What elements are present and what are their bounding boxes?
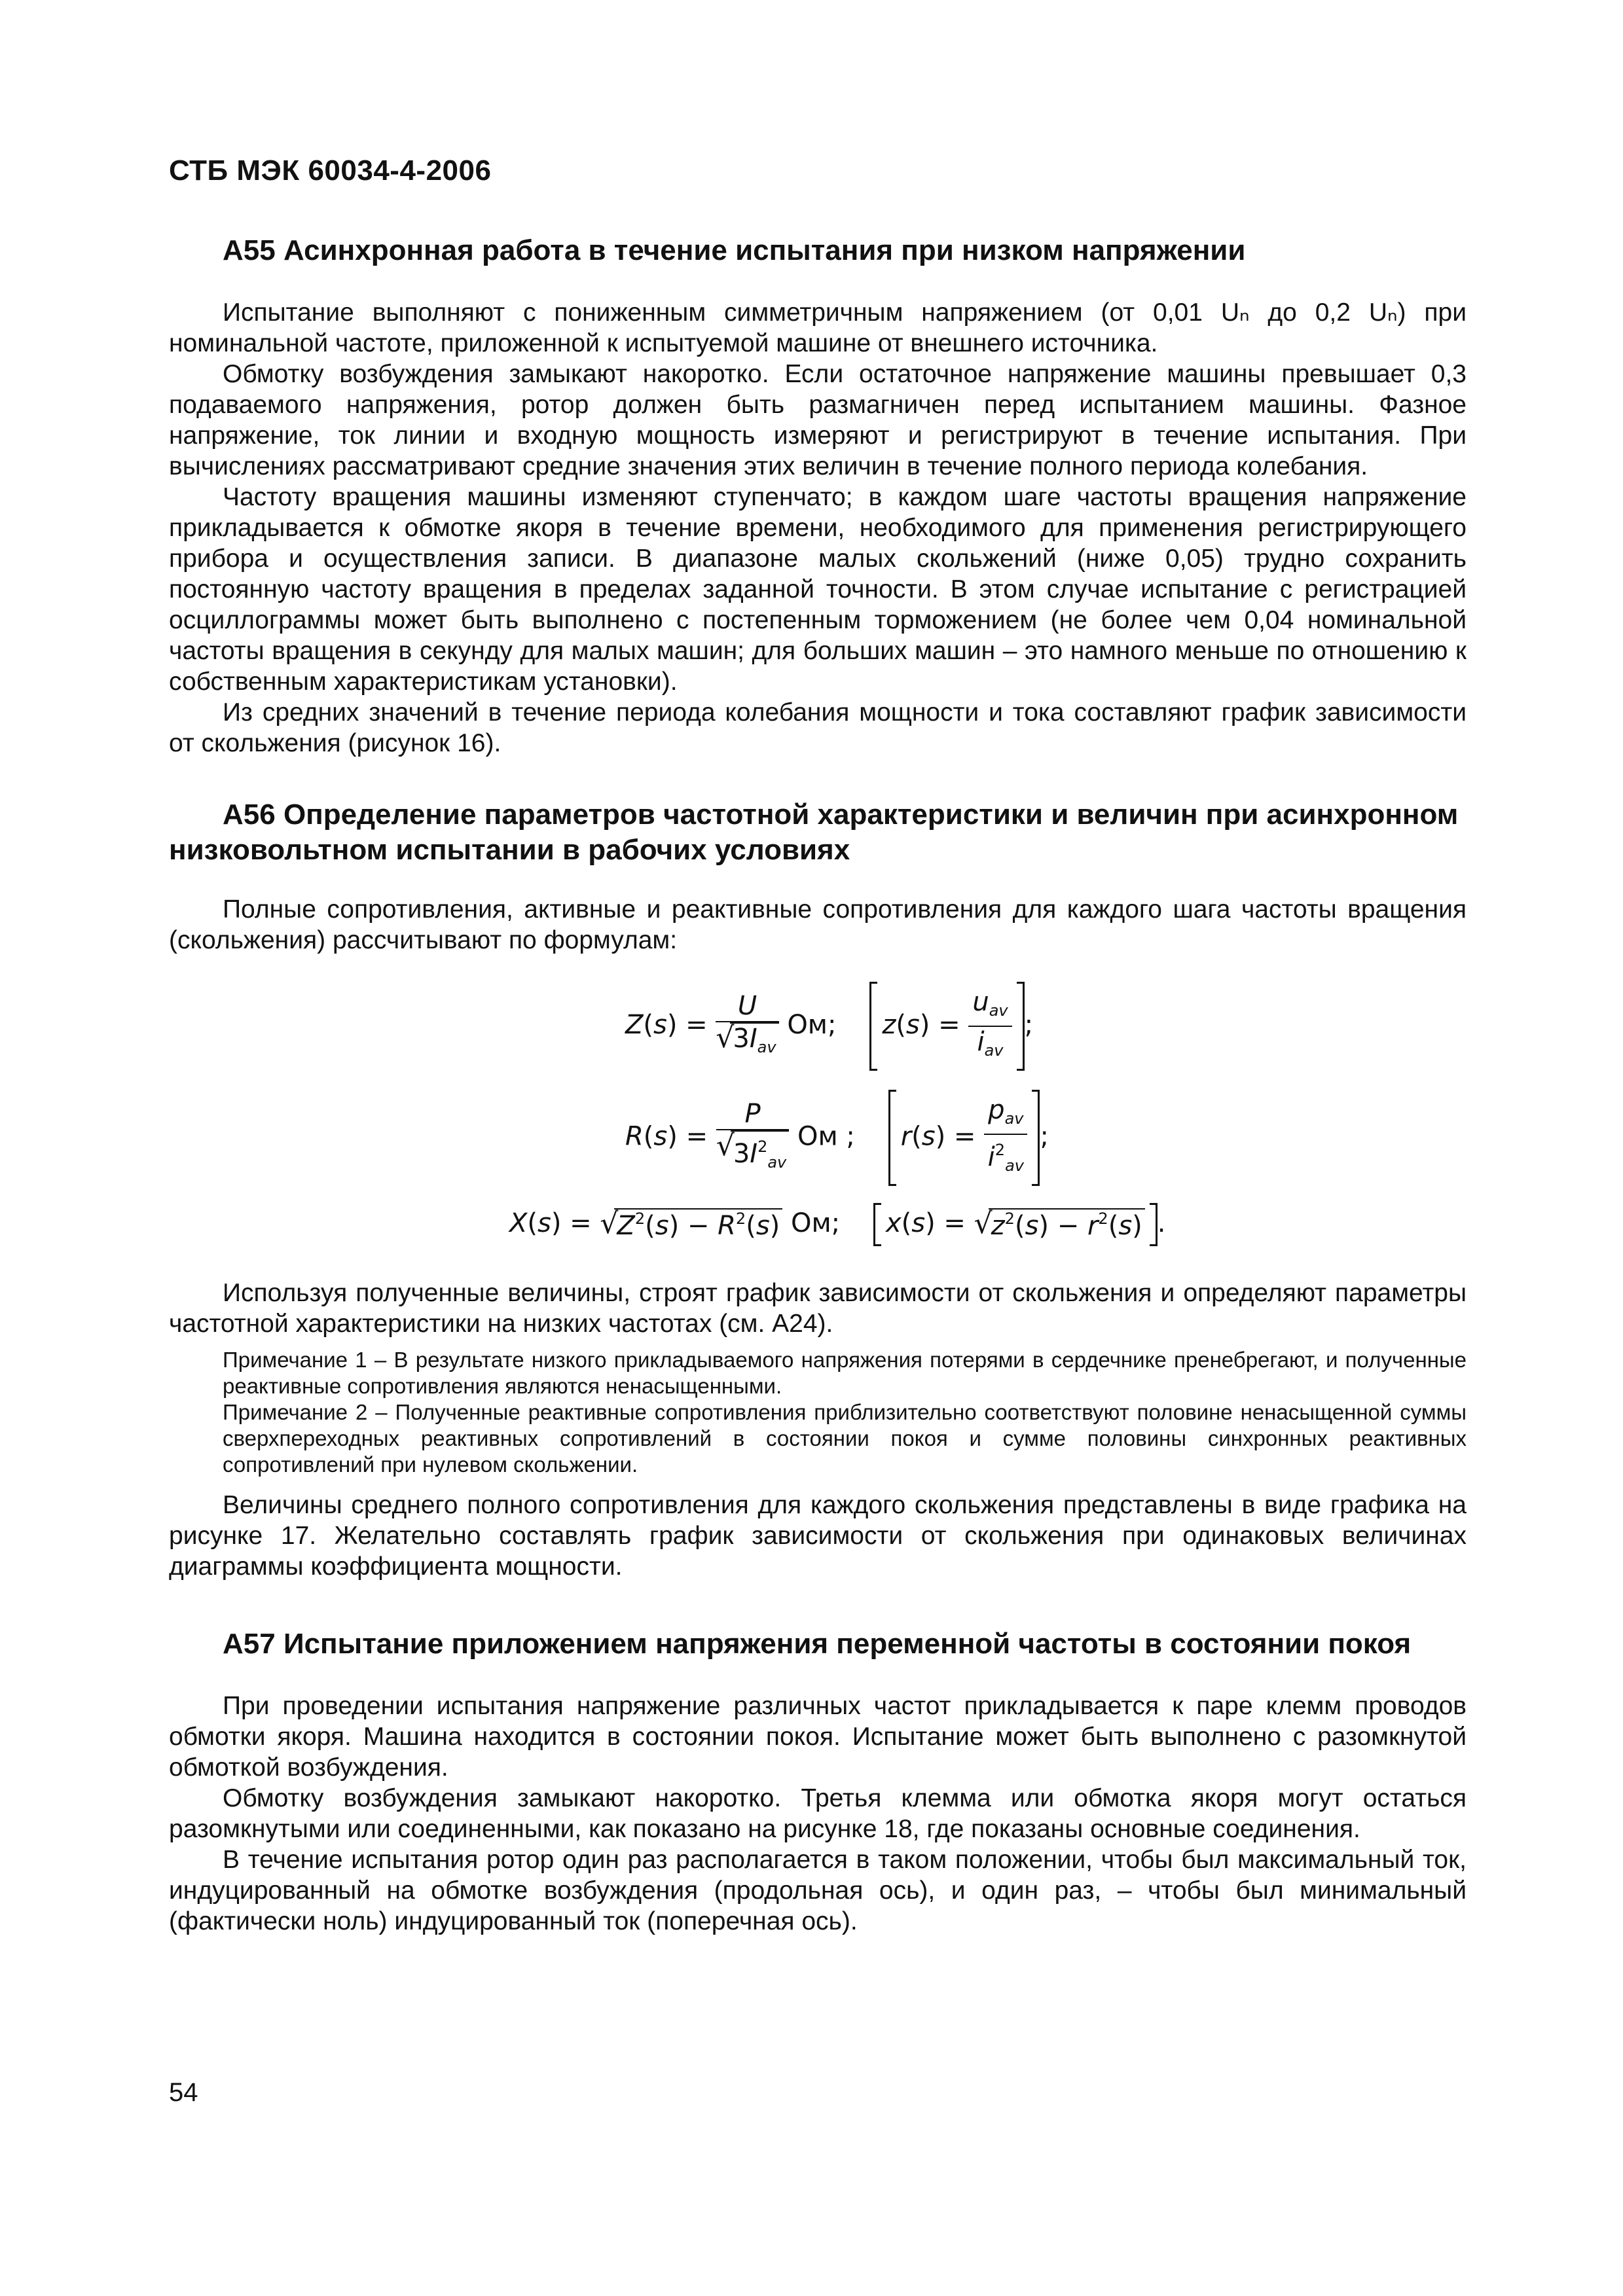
paragraph: Частоту вращения машины изменяют ступенчато; в каждом шаге частоты вращения напряжение прикладывается к обмотке якоря в течение времени, необходимого для применения регистрирующего прибора и осуществления записи. В диапазоне малых скольжений (ниже 0,05) трудно сохранить постоянную частоту вращения в пределах заданной точности. В этом случае испытание с регистрацией осциллограммы может быть выполнено с постепенным торможением (не более чем 0,04 номинальной частоты вращения в секунду для малых машин; для больших машин – это намного меньше по отношению к собственным характеристикам установки). [169,483,1467,696]
section-title-a55: А55 Асинхронная работа в течение испытания при низком напряжении [223,234,1246,266]
paragraph: При проведении испытания напряжение различных частот прикладывается к паре клемм проводов обмотки якоря. Машина находится в состоянии покоя. Испытание может быть выполнено с разомкнутой обмоткой возбуждения. [169,1692,1467,1782]
section-a56 [169,797,1467,956]
paragraph: Обмотку возбуждения замыкают накоротко. Если остаточное напряжение машины превышает 0,3 подаваемого напряжения, ротор должен быть размагничен перед испытанием машины. Фазное напряжение, ток линии и входную мощность измеряют и регистрируют в течение испытания. При вычислениях рассматривают средние значения этих величин в течение полного периода колебания. [169,360,1467,480]
page-number: 54 [169,2078,198,2107]
formula-resistance: R(s) = P √ $3I^2_{av}$ Ом ; r(s) = $\frac{p_{av}}{i^2_{av}}$ ; [625,1090,1049,1186]
formula-impedance: Z(s) = U √ $3I_{av}$ Ом; z(s) = $\frac{u_{av}}{i_{av}}$ ; [625,982,1033,1071]
formula-reactance: X(s) = √ $Z^2(s) - R^2(s)$ Ом; x(s) = √ $z^2(s) - r^2(s)$ . [509,1203,1165,1246]
paragraph: Величины среднего полного сопротивления для каждого скольжения представлены в виде графика на рисунке 17. Желательно составлять график зависимости от скольжения при одинаковых величинах диаграммы коэффициента мощности. [169,1491,1467,1581]
note-2: Примечание 2 – Полученные реактивные сопротивления приблизительно соответствуют половине ненасыщенной суммы сверхпереходных реактивных сопротивлений в состоянии покоя и сумме половины синхронных реактивных сопротивлений при нулевом скольжении. [223,1400,1467,1477]
paragraph: Полные сопротивления, активные и реактивные сопротивления для каждого шага частоты вращения (скольжения) рассчитывают по формулам: [169,895,1467,954]
document-header: СТБ МЭК 60034-4-2006 [169,154,492,187]
paragraph: Из средних значений в течение периода колебания мощности и тока составляют график зависимости от скольжения (рисунок 16). [169,698,1467,757]
section-title-a57: А57 Испытание приложением напряжения переменной частоты в состоянии покоя [223,1628,1412,1660]
paragraph: Используя полученные величины, строят график зависимости от скольжения и определяют параметры частотной характеристики на низких частотах (см. А24). [169,1279,1467,1338]
section-title-a56: А56 Определение параметров частотной характеристики и величин при асинхронном низковольтном испытании в рабочих условиях [169,798,1459,866]
paragraph: Обмотку возбуждения замыкают накоротко. Третья клемма или обмотка якоря могут остаться разомкнутыми или соединенными, как показано на рисунке 18, где показаны основные соединения. [169,1784,1467,1843]
note-1: Примечание 1 – В результате низкого прикладываемого напряжения потерями в сердечнике пренебрегают, и полученные реактивные сопротивления являются ненасыщенными. [223,1348,1467,1398]
paragraph: Испытание выполняют с пониженным симметричным напряжением (от 0,01 Uₙ до 0,2 Uₙ) при номинальной частоте, приложенной к испытуемой машине от внешнего источника. [169,298,1467,357]
section-a57 [169,1626,1467,1937]
section-a55 [169,233,1467,759]
paragraph: В течение испытания ротор один раз располагается в таком положении, чтобы был максимальный ток, индуцированный на обмотке возбуждения (продольная ось), и один раз, – чтобы был минимальный (фактически ноль) индуцированный ток (поперечная ось). [169,1846,1467,1935]
section-a56-continued [169,1278,1467,1582]
